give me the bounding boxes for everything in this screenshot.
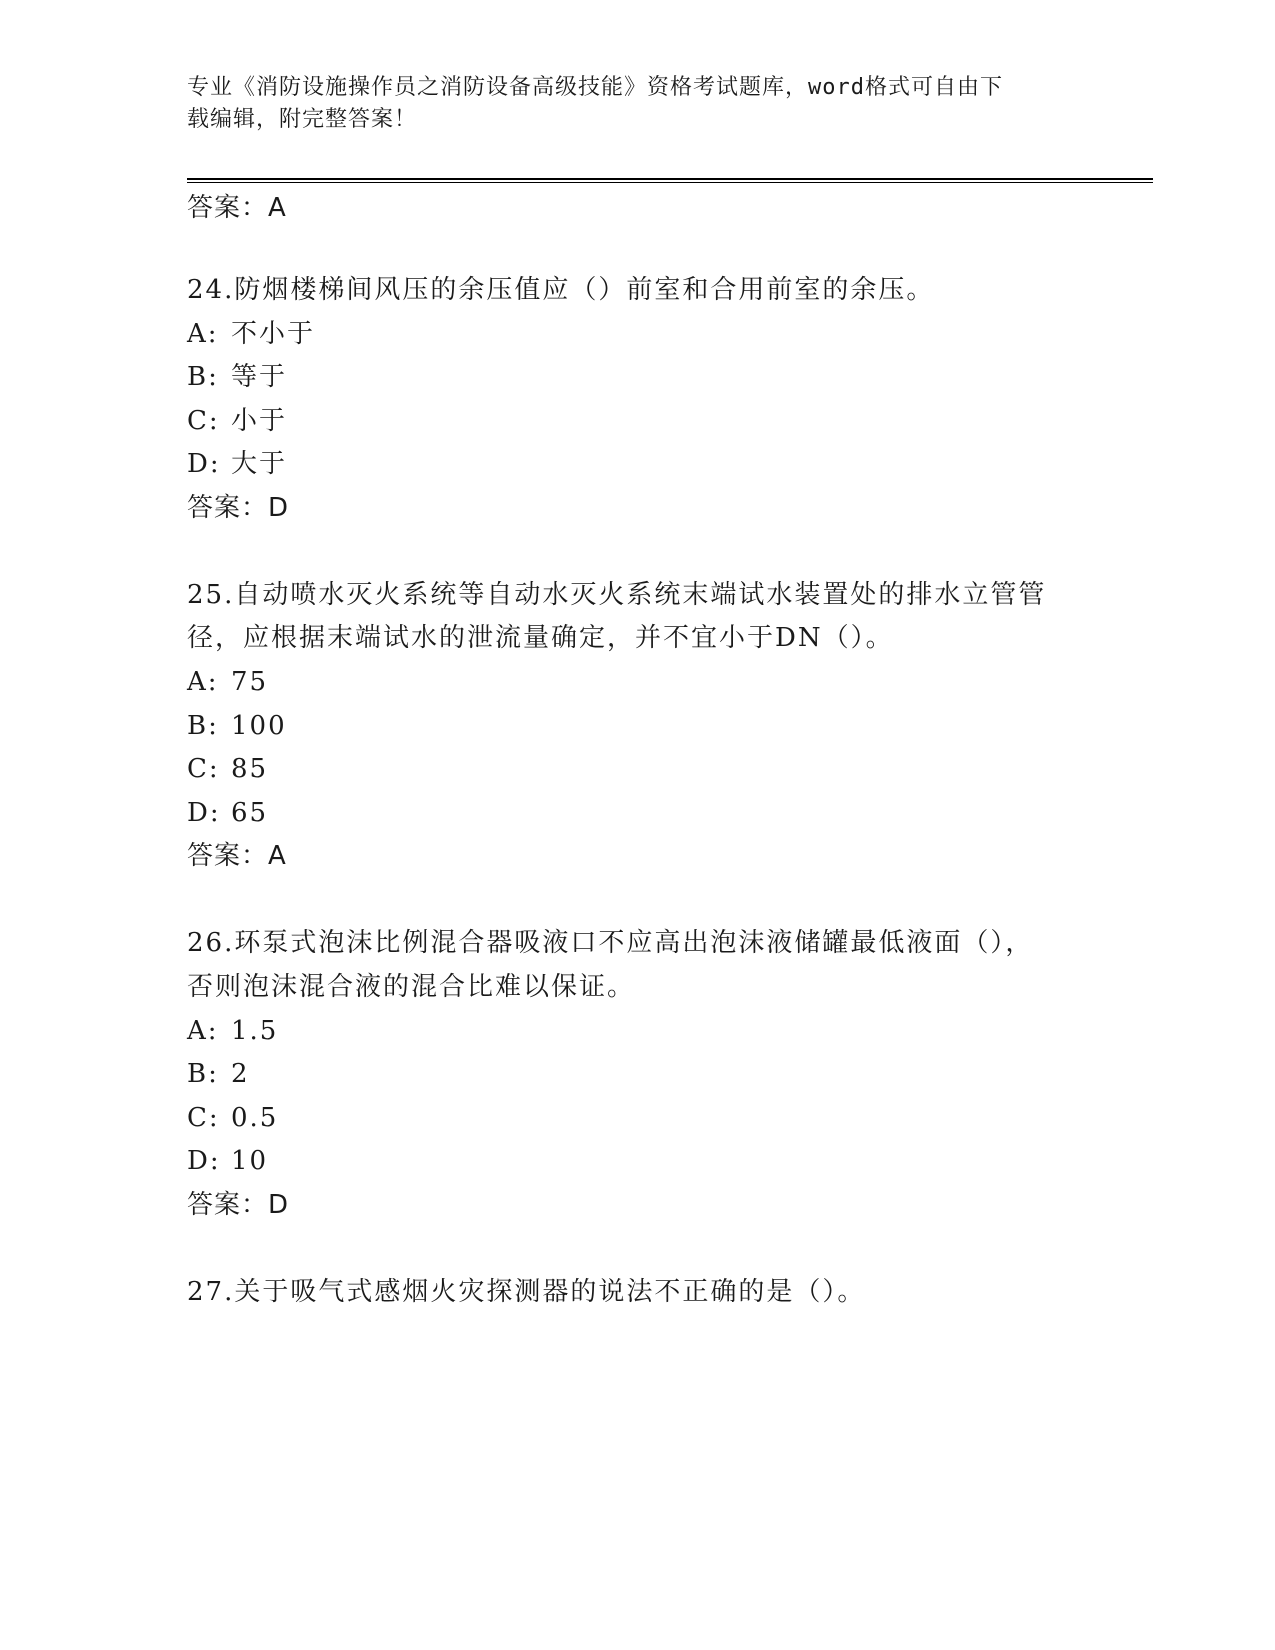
- option-d: [187, 1144, 268, 1178]
- option-key: B:: [187, 362, 219, 392]
- option-text: 1.5: [231, 1016, 279, 1046]
- option-text: 大于: [231, 449, 288, 479]
- option-key: D:: [187, 1146, 221, 1176]
- option-c: [187, 752, 268, 786]
- header-line-1: 专业《消防设施操作员之消防设备高级技能》资格考试题库，word格式可自由下: [187, 75, 1003, 100]
- option-key: C:: [187, 754, 220, 784]
- option-d: [187, 796, 268, 830]
- question-stem-cont: 否则泡沫混合液的混合比难以保证。: [187, 972, 636, 1002]
- question-stem: 27.关于吸气式感烟火灾探测器的说法不正确的是（）。: [187, 1277, 866, 1307]
- option-a: [187, 1014, 278, 1048]
- header-line-2: 载编辑，附完整答案！: [187, 107, 418, 132]
- header-divider: [187, 178, 1153, 183]
- answer-line: 答案：D: [187, 493, 290, 523]
- question-stem: 24.防烟楼梯间风压的余压值应（）前室和合用前室的余压。: [187, 275, 935, 305]
- answer-line: 答案：D: [187, 1190, 290, 1220]
- question-stem: 25.自动喷水灭火系统等自动水灭火系统末端试水装置处的排水立管管: [187, 580, 1047, 610]
- option-b: [187, 360, 287, 394]
- option-key: A:: [187, 1016, 219, 1046]
- option-key: D:: [187, 798, 221, 828]
- option-b: [187, 1057, 250, 1091]
- option-key: A:: [187, 319, 219, 349]
- question-stem-cont: 径，应根据末端试水的泄流量确定，并不宜小于DN（）。: [187, 623, 894, 653]
- document-header: [187, 72, 1067, 136]
- option-text: 小于: [231, 406, 288, 436]
- option-text: 75: [231, 667, 269, 697]
- option-text: 等于: [231, 362, 288, 392]
- option-key: B:: [187, 711, 219, 741]
- option-key: D:: [187, 449, 221, 479]
- option-c: [187, 1101, 278, 1135]
- question-stem: 26.环泵式泡沫比例混合器吸液口不应高出泡沫液储罐最低液面（），: [187, 928, 1034, 958]
- option-key: C:: [187, 406, 220, 436]
- option-key: B:: [187, 1059, 219, 1089]
- option-text: 不小于: [231, 319, 316, 349]
- option-text: 65: [231, 798, 269, 828]
- option-key: C:: [187, 1103, 220, 1133]
- option-d: [187, 447, 287, 481]
- option-a: [187, 317, 315, 351]
- answer-line: 答案：A: [187, 193, 287, 223]
- option-text: 2: [231, 1059, 250, 1089]
- option-key: A:: [187, 667, 219, 697]
- option-a: [187, 665, 268, 699]
- option-text: 100: [231, 711, 287, 741]
- option-text: 0.5: [231, 1103, 279, 1133]
- option-text: 85: [231, 754, 269, 784]
- option-b: [187, 709, 287, 743]
- option-text: 10: [231, 1146, 269, 1176]
- option-c: [187, 404, 287, 438]
- answer-line: 答案：A: [187, 841, 287, 871]
